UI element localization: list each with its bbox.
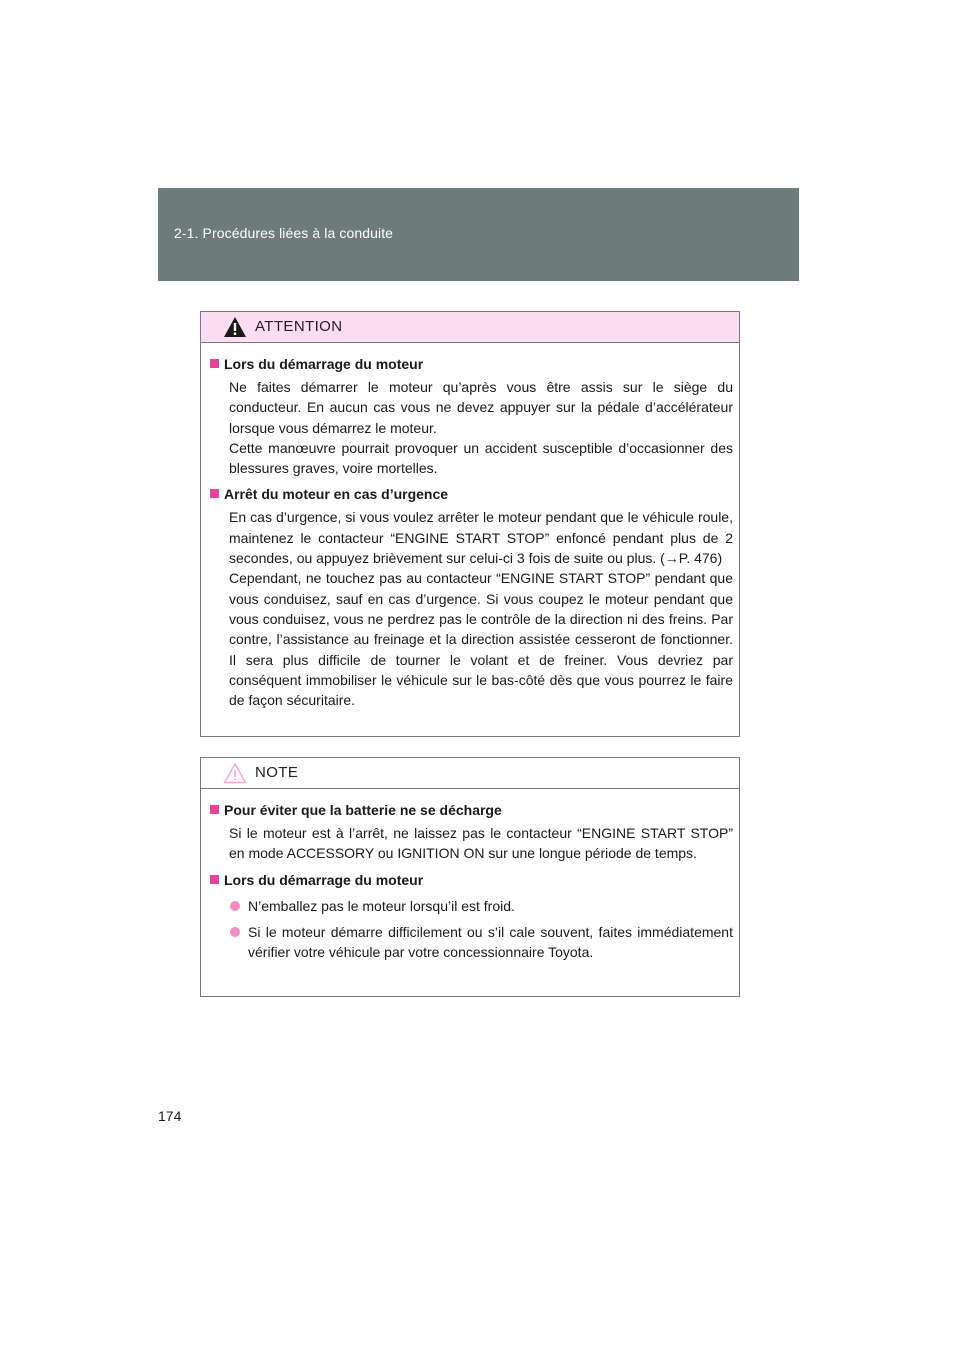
heading-text: Lors du démarrage du moteur: [224, 356, 424, 372]
attention-body: [201, 343, 739, 710]
square-bullet-icon: [210, 359, 219, 368]
caution-outline-icon: [223, 762, 247, 784]
attention-section-heading: [210, 354, 733, 374]
square-bullet-icon: [210, 805, 219, 814]
attention-section-heading: [210, 484, 733, 504]
list-item: [248, 896, 733, 916]
attention-box: [200, 311, 740, 737]
note-body: [201, 789, 739, 962]
attention-header: [201, 312, 739, 343]
note-paragraph: Si le moteur est à l’arrêt, ne laissez pas le contacteur “ENGINE START STOP” en mode ACCESSORY ou IGNITION ON sur une longue période de temps.: [229, 825, 733, 862]
attention-paragraph: Cette manœuvre pourrait provoquer un accident susceptible d’occasionner des blessures graves, voire mortelles.: [229, 439, 733, 477]
section-header-band: [158, 188, 799, 281]
heading-text: Pour éviter que la batterie ne se décharge: [224, 802, 502, 818]
square-bullet-icon: [210, 489, 219, 498]
heading-text: Arrêt du moteur en cas d’urgence: [224, 486, 449, 503]
bullet-text: Si le moteur démarre difficilement ou s’il cale souvent, faites immédiatement vérifier votre véhicule par votre concessionnaire Toyota.: [248, 923, 733, 961]
warning-filled-icon: [223, 316, 247, 338]
list-item: [248, 922, 733, 963]
circle-bullet-icon: [230, 927, 240, 937]
note-section-heading: [210, 870, 733, 890]
note-section-heading: [210, 800, 733, 820]
note-box: [200, 757, 740, 997]
heading-text: Lors du démarrage du moteur: [224, 871, 424, 888]
bullet-text: N’emballez pas le moteur lorsqu’il est froid.: [248, 897, 515, 914]
attention-paragraph: En cas d’urgence, si vous voulez arrêter le moteur pendant que le véhicule roule, maintenez le contacteur “ENGINE START STOP” enfoncé pendant plus de 2 secondes, ou appuyez brièvement sur celui-ci 3 fois de suite ou plus. (→P. 476): [229, 509, 733, 567]
square-bullet-icon: [210, 875, 219, 884]
note-title: NOTE: [255, 764, 299, 781]
section-title: 2-1. Procédures liées à la conduite: [174, 225, 394, 241]
note-header: [201, 758, 739, 789]
attention-title: ATTENTION: [255, 318, 343, 335]
attention-paragraph: Ne faites démarrer le moteur qu’après vous être assis sur le siège du conducteur. En aucun cas vous ne devez appuyer sur la pédale d’accélérateur lorsque vous démarrez le moteur.: [229, 379, 733, 436]
page-number: 174: [158, 1108, 182, 1124]
circle-bullet-icon: [230, 901, 240, 911]
attention-paragraph: Cependant, ne touchez pas au contacteur “ENGINE START STOP” pendant que vous conduisez, sauf en cas d’urgence. Si vous coupez le moteur pendant que vous conduisez, vous ne perdrez pas le contrôle de la direction ni des freins. Par contre, l’assistance au freinage et la direction assistée cesseront de fonctionner. Il sera plus difficile de tourner le volant et de freiner. Vous devriez par conséquent immobiliser le véhicule sur le bas-côté dès que vous pourrez le faire de façon sécuritaire.: [229, 570, 733, 709]
